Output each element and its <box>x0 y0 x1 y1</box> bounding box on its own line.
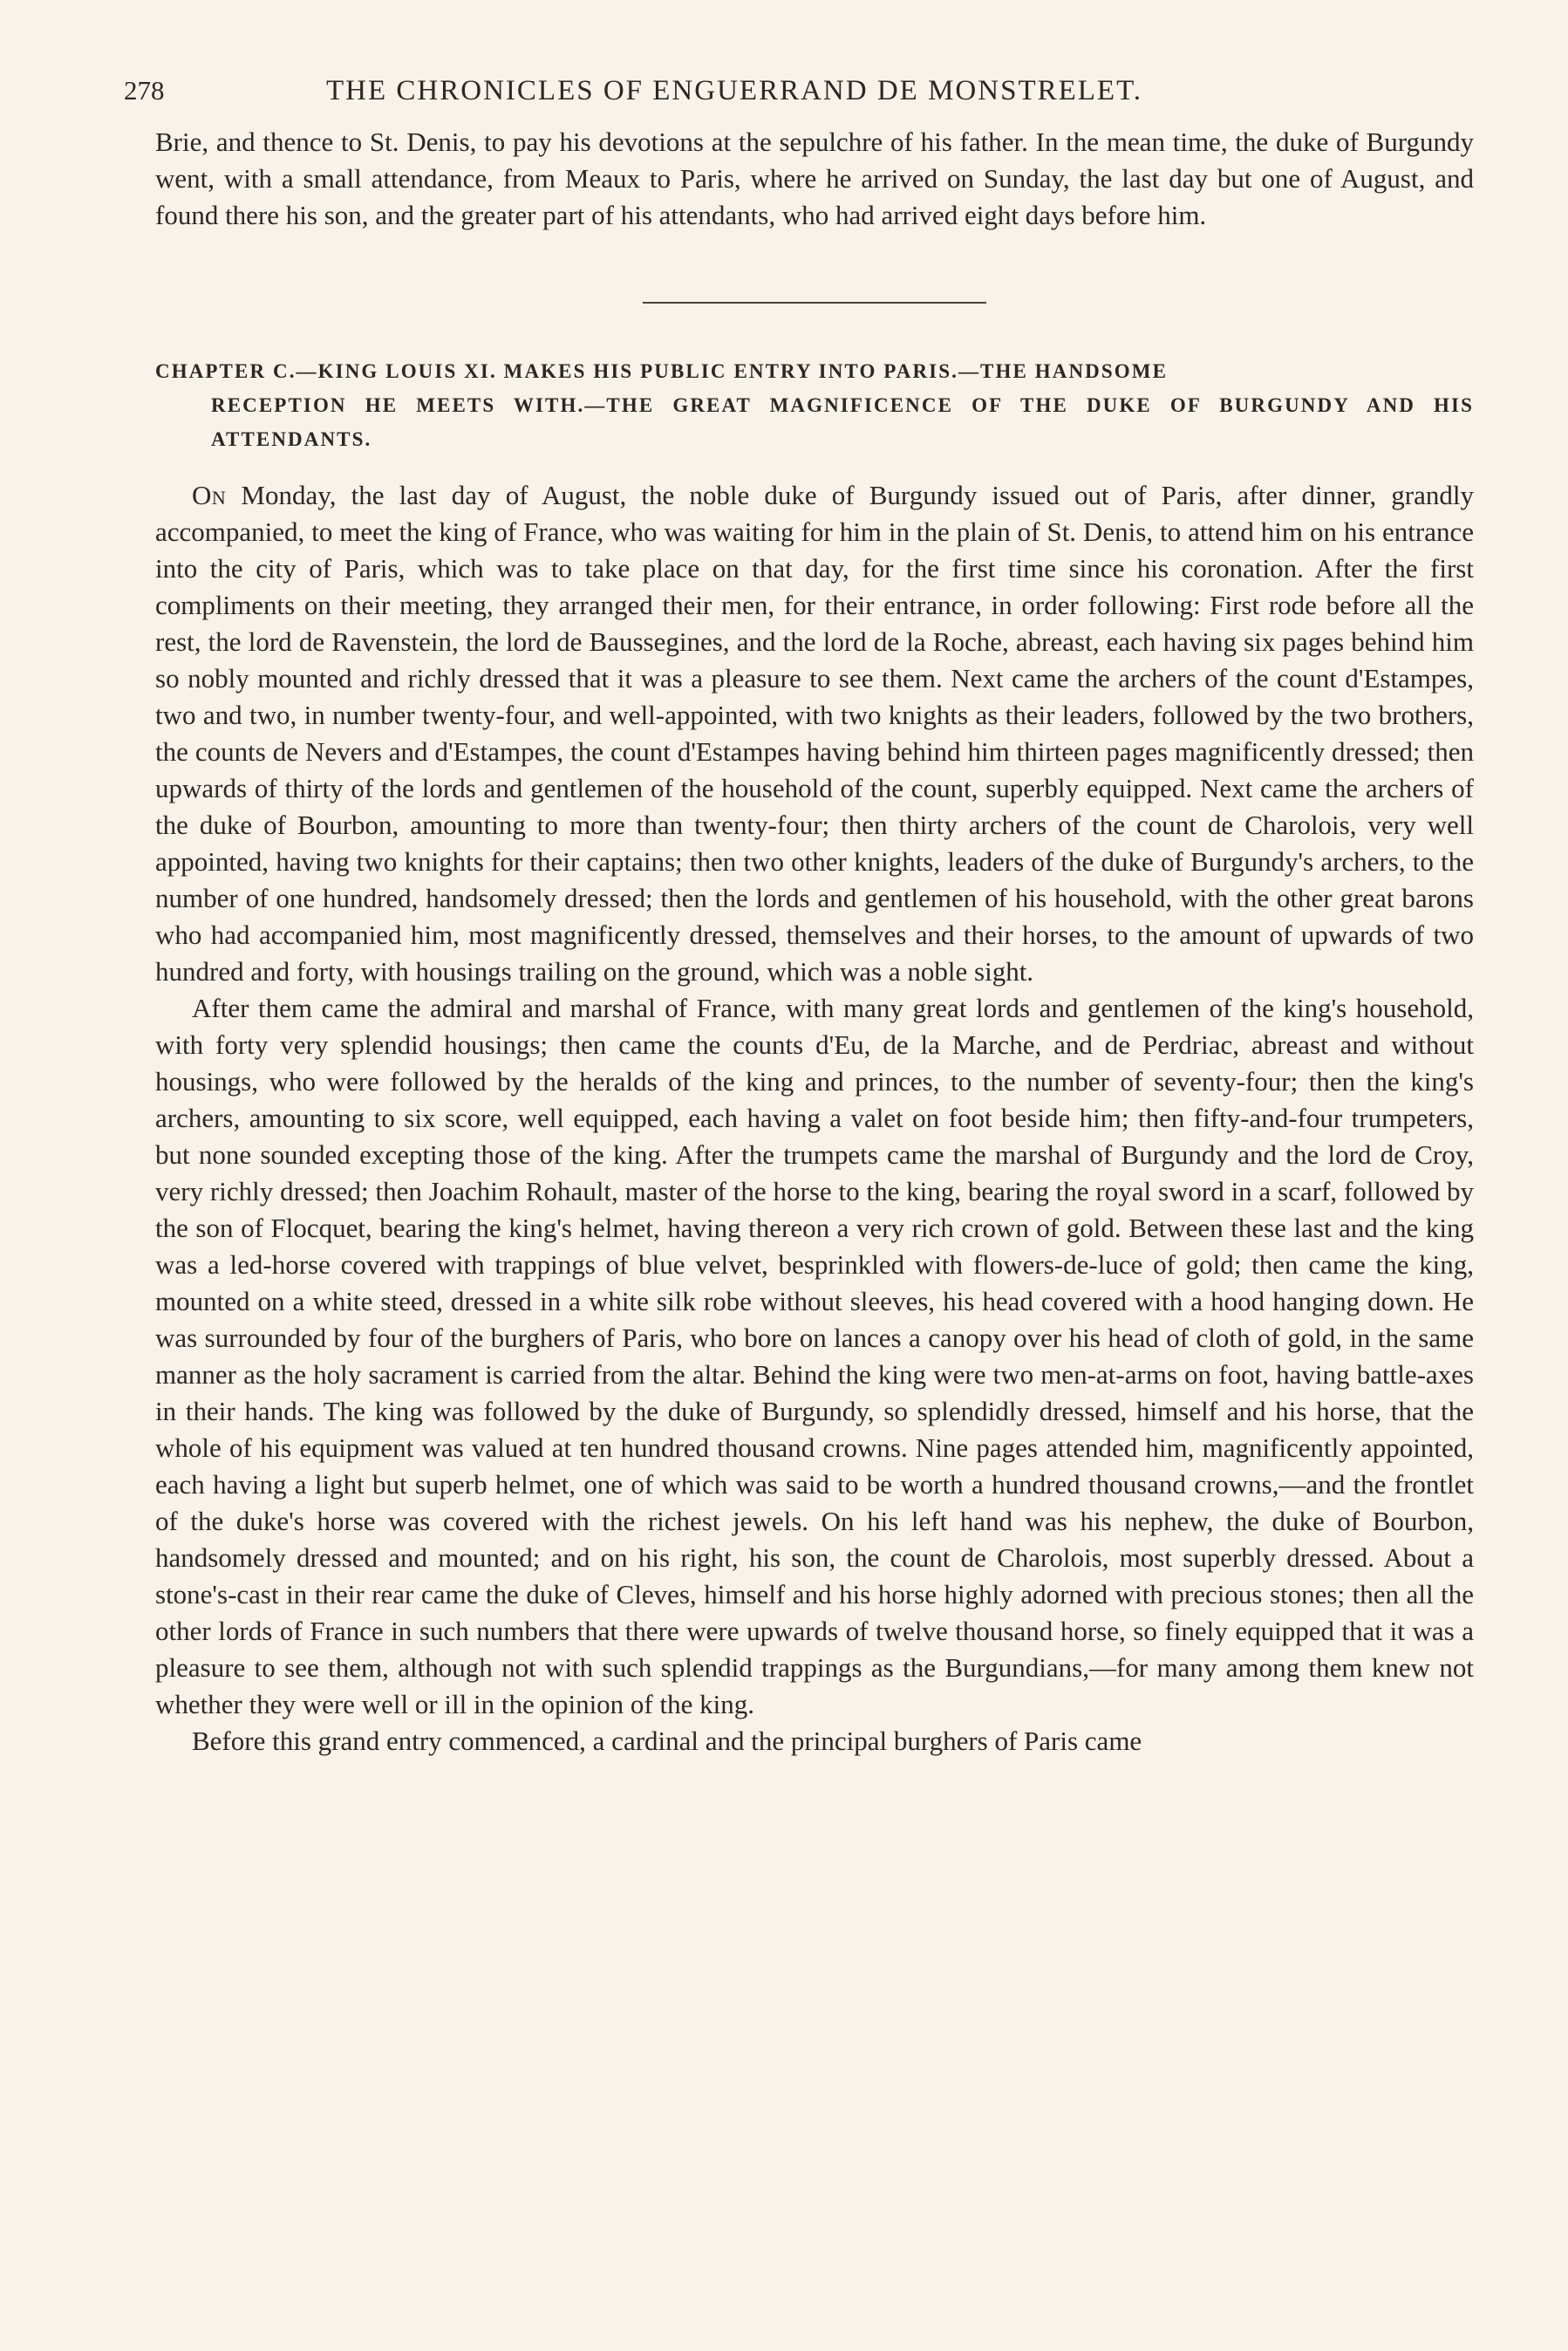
page-number: 278 <box>124 75 165 106</box>
chapter-heading <box>155 354 1474 456</box>
section-divider <box>643 302 986 304</box>
chapter-heading-remaining-lines: RECEPTION HE MEETS WITH.—THE GREAT MAGNIFICENCE OF THE DUKE OF BURGUNDY AND HIS ATTENDANTS. <box>211 394 1474 450</box>
chapter-paragraph-1 <box>155 477 1474 990</box>
running-head <box>124 68 1474 113</box>
chapter-paragraph-2: After them came the admiral and marshal of France, with many great lords and gentlemen of the king's household, with forty very splendid housings; then came the counts d'Eu, de la Marche, and de Perdriac, abreast and without housings, who were followed by the heralds of the king and princes, to the number of seventy-four; then the king's archers, amounting to six score, well equipped, each having a valet on foot beside him; then fifty-and-four trumpeters, but none sounded excepting those of the king. After the trumpets came the marshal of Burgundy and the lord de Croy, very richly dressed; then Joachim Rohault, master of the horse to the king, bearing the royal sword in a scarf, followed by the son of Flocquet, bearing the king's helmet, having thereon a very rich crown of gold. Between these last and the king was a led-horse covered with trappings of blue velvet, besprinkled with flowers-de-luce of gold; then came the king, mounted on a white steed, dressed in a white silk robe without sleeves, his head covered with a hood hanging down. He was surrounded by four of the burghers of Paris, who bore on lances a canopy over his head of cloth of gold, in the same manner as the holy sacrament is carried from the altar. Behind the king were two men-at-arms on foot, having battle-axes in their hands. The king was followed by the duke of Burgundy, so splendidly dressed, himself and his horse, that the whole of his equipment was valued at ten hundred thousand crowns. Nine pages attended him, magnificently appointed, each having a light but superb helmet, one of which was said to be worth a hundred thousand crowns,—and the frontlet of the duke's horse was covered with the richest jewels. On his left hand was his nephew, the duke of Bourbon, handsomely dressed and mounted; and on his right, his son, the count de Charolois, most superbly dressed. About a stone's-cast in their rear came the duke of Cleves, himself and his horse highly adorned with precious stones; then all the other lords of France in such numbers that there were upwards of twelve thousand horse, so finely equipped that it was a pleasure to see them, although not with such splendid trappings as the Burgundians,—for many among them knew not whether they were well or ill in the opinion of the king. <box>155 993 1474 1719</box>
chapter-heading-line-1: CHAPTER C.—KING LOUIS XI. MAKES HIS PUBLIC ENTRY INTO PARIS.—THE HANDSOME <box>155 360 1169 382</box>
book-title: THE CHRONICLES OF ENGUERRAND DE MONSTRELET. <box>326 75 1143 106</box>
opening-paragraph: Brie, and thence to St. Denis, to pay his devotions at the sepulchre of his father. In the mean time, the duke of Burgundy went, with a small attendance, from Meaux to Paris, where he arrived on Sunday, the last day but one of August, and found there his son, and the greater part of his attendants, who had arrived eight days before him. <box>155 126 1474 230</box>
chapter-paragraph-1-text: Monday, the last day of August, the noble duke of Burgundy issued out of Paris, after dinner, grandly accompanied, to meet the king of France, who was waiting for him in the plain of St. Denis, to attend him on his entrance into the city of Paris, which was to take place on that day, for the first time since his coronation. After the first compliments on their meeting, they arranged their men, for their entrance, in order following: First rode before all the rest, the lord de Ravenstein, the lord de Baussegines, and the lord de la Roche, abreast, each having six pages behind him so nobly mounted and richly dressed that it was a pleasure to see them. Next came the archers of the count d'Estampes, two and two, in number twenty-four, and well-appointed, with two knights as their leaders, followed by the two brothers, the counts de Nevers and d'Estampes, the count d'Estampes having behind him thirteen pages magnificently dressed; then upwards of thirty of the lords and gentlemen of the household of the count, superbly equipped. Next came the archers of the duke of Bourbon, amounting to more than twenty-four; then thirty archers of the count de Charolois, very well appointed, having two knights for their captains; then two other knights, leaders of the duke of Burgundy's archers, to the number of one hundred, handsomely dressed; then the lords and gentlemen of his household, with the other great barons who had accompanied him, most magnificently dressed, themselves and their horses, to the amount of upwards of two hundred and forty, with housings trailing on the ground, which was a noble sight. <box>155 480 1474 987</box>
chapter-paragraph-3: Before this grand entry commenced, a cardinal and the principal burghers of Paris came <box>192 1726 1142 1756</box>
chapter-opening-word: On <box>192 480 227 510</box>
